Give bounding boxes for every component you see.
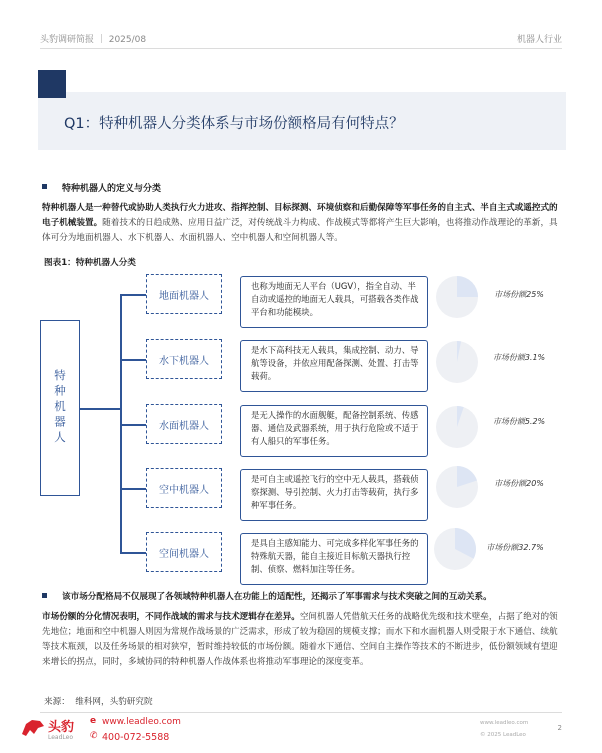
bullet-square-icon	[42, 593, 47, 598]
pie-chart-ground	[434, 274, 480, 320]
logo-cn: 头豹	[48, 720, 75, 735]
header-divider	[40, 48, 562, 49]
pie-chart-aerial	[434, 464, 480, 510]
pie-chart-surface	[434, 404, 480, 450]
connector-4	[120, 488, 146, 490]
section2-paragraph	[42, 610, 564, 670]
section2-para-rest: 空间机器人凭借航天任务的战略优先级和技术壁垒，占据了绝对的领先地位；地面和空中机器人则因为常规作战场景的广泛需求，形成了较为稳固的规模支撑；而水下和水面机器人则受限于水下通信、续航等技术瓶颈，以及任务场景的相对狭窄，暂时维持较低的市场份额。随着水下通信、空间自主操作等技术的不断进步，低份额领域有望迎来增长的拐点，同时，多域协同的特种机器人作战体系也将推动军事理论的深度变革。	[42, 612, 558, 667]
share-label-underwater: 市场份额3.1%	[492, 353, 546, 362]
globe-icon: e	[90, 716, 97, 726]
section1-paragraph	[42, 201, 564, 246]
desc-underwater-robot: 是水下高科技无人载具，集成控制、动力、导航等设备，并依应用配备探测、处置、打击等载荷。	[240, 340, 428, 392]
source-note: 来源： 维科网，头豹研究院	[44, 697, 153, 707]
footer-divider	[40, 712, 562, 713]
connector-3	[120, 424, 146, 426]
connector-5	[120, 552, 146, 554]
section1-para-rest: 随着技术的日趋成熟、应用日益广泛，对传统战斗力构成、作战模式等都将产生巨大影响，也将推动作战理论的革新，具体可分为地面机器人、水下机器人、水面机器人、空中机器人和空间机器人等。	[42, 218, 558, 243]
section1-title: 特种机器人的定义与分类	[62, 184, 162, 194]
section2-para-bold: 市场份额的分化情况表明，不同作战域的需求与技术逻辑存在差异。	[42, 612, 300, 622]
desc-surface-robot: 是无人操作的水面舰艇，配备控制系统、传感器、通信及武器系统，用于执行危险或不适于有人船只的军事任务。	[240, 405, 428, 457]
root-node-special-robot	[40, 320, 80, 496]
footer-web-link[interactable]: www.leadleo.com	[102, 717, 181, 727]
logo-en: LeadLeo	[48, 734, 74, 741]
header-left: 头豹调研简报 ｜ 2025/08	[40, 35, 147, 45]
category-aerial-robot: 空中机器人	[146, 468, 222, 508]
desc-aerial-robot: 是可自主或遥控飞行的空中无人载具，搭载侦察探测、导引控制、火力打击等载荷，执行多种军事任务。	[240, 469, 428, 521]
connector-root	[80, 408, 120, 410]
header-right: 机器人行业	[516, 35, 562, 45]
footer-phone: 400-072-5588	[102, 732, 170, 743]
category-underwater-robot: 水下机器人	[146, 339, 222, 379]
footer-copyright: © 2025 LeadLeo	[480, 732, 526, 738]
question-title: Q1：特种机器人分类体系与市场份额格局有何特点？	[64, 116, 404, 132]
connector-trunk	[120, 294, 122, 552]
share-label-aerial: 市场份额20%	[494, 479, 544, 488]
connector-1	[120, 294, 146, 296]
share-label-ground: 市场份额25%	[494, 290, 544, 299]
share-label-surface: 市场份额5.2%	[492, 417, 546, 426]
section1-para-bold: 特种机器人是一种替代或协助人类执行火力进攻、指挥控制、目标探测、环境侦察和后勤保障等军事任务的自主式、半自主式或遥控式的电子机械装置。	[42, 203, 558, 228]
question-accent-square	[38, 70, 66, 98]
pie-slice-ground	[457, 276, 478, 297]
bullet-square-icon	[42, 184, 47, 189]
figure-title: 图表1：特种机器人分类	[44, 258, 136, 268]
pie-chart-space	[432, 526, 478, 572]
pie-chart-underwater	[434, 339, 480, 385]
category-space-robot: 空间机器人	[146, 532, 222, 572]
category-ground-robot: 地面机器人	[146, 274, 222, 314]
page-number: 2	[557, 724, 562, 732]
category-surface-robot: 水面机器人	[146, 404, 222, 444]
desc-space-robot: 是具自主感知能力、可完成多样化军事任务的特殊航天器，能自主接近目标航天器执行控制、侦察、燃料加注等任务。	[240, 533, 428, 585]
desc-ground-robot: 也称为地面无人平台（UGV），指全自动、半自动或遥控的地面无人载具，可搭载各类作战平台和功能模块。	[240, 276, 428, 328]
share-label-space: 市场份额32.7%	[486, 543, 544, 552]
connector-2	[120, 359, 146, 361]
section2-title: 该市场分配格局不仅展现了各领域特种机器人在功能上的适配性，还揭示了军事需求与技术突破之间的互动关系。	[62, 592, 492, 602]
footer-small-web: www.leadleo.com	[480, 720, 529, 726]
phone-icon: ✆	[90, 731, 98, 741]
leopard-logo-icon	[20, 716, 46, 738]
root-node-label: 特种机器人	[53, 369, 67, 447]
